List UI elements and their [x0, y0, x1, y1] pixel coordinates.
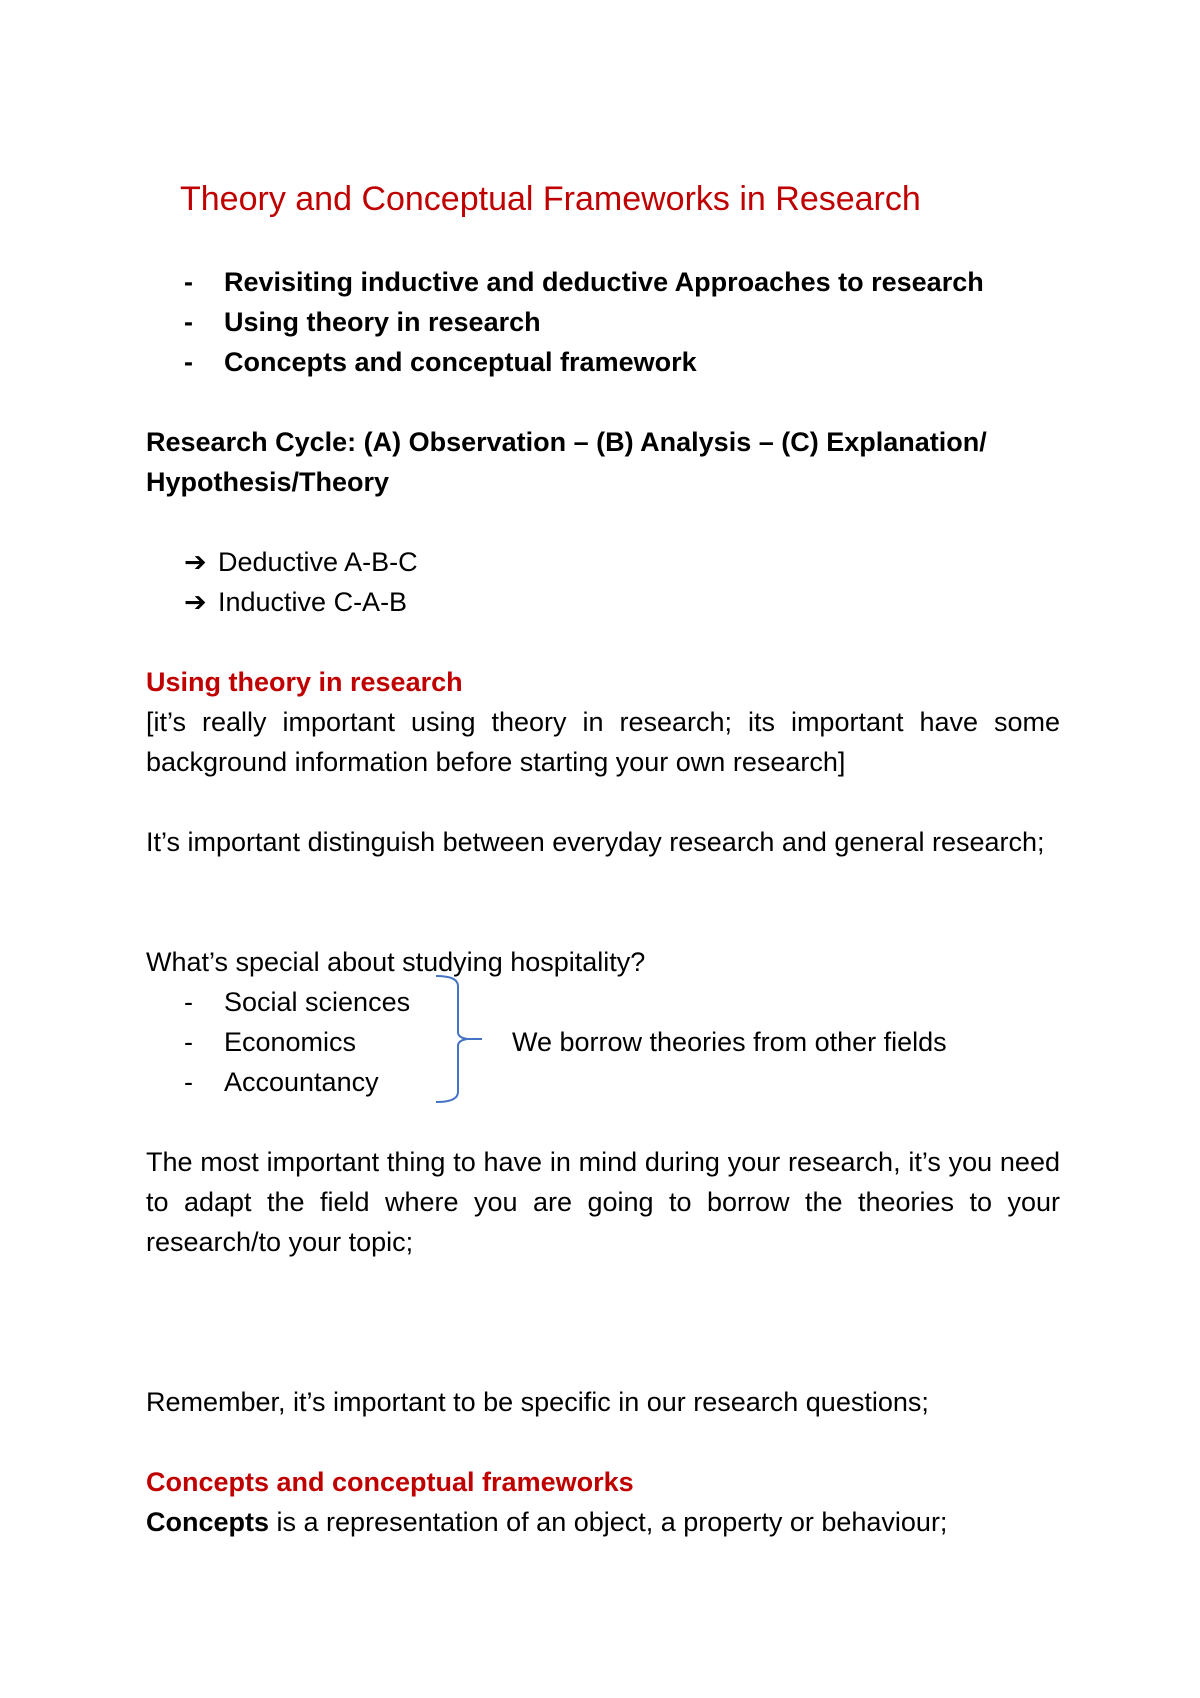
- arrow-right-icon: ➔: [184, 547, 207, 577]
- approach-text: Deductive A-B-C: [218, 547, 418, 577]
- arrow-right-icon: ➔: [184, 587, 207, 617]
- outline-item-text: Concepts and conceptual framework: [224, 347, 697, 377]
- field-list-item: [184, 982, 410, 1022]
- outline-item: [184, 342, 697, 382]
- outline-item: [184, 302, 541, 342]
- research-cycle-line2: Hypothesis/Theory: [146, 467, 390, 497]
- section-heading-concepts: Concepts and conceptual frameworks: [146, 1467, 634, 1497]
- right-brace-icon: [430, 974, 490, 1104]
- brace-annotation: We borrow theories from other fields: [512, 1027, 947, 1057]
- research-cycle-line1: Research Cycle: (A) Observation – (B) Analysis – (C) Explanation/: [146, 427, 987, 457]
- field-text: Accountancy: [224, 1067, 379, 1097]
- field-text: Social sciences: [224, 987, 411, 1017]
- theory-paragraph-1: [it’s really important using theory in research; its important have some background information before starting your own research]: [146, 707, 1060, 777]
- remember-note: Remember, it’s important to be specific in our research questions;: [146, 1387, 929, 1417]
- outline-item: [184, 262, 984, 302]
- bullet-dash: -: [184, 267, 193, 297]
- field-list-item: [184, 1022, 356, 1062]
- concepts-definition-text: is a representation of an object, a property or behaviour;: [269, 1507, 948, 1537]
- approach-item: [184, 582, 407, 622]
- page-title: Theory and Conceptual Frameworks in Research: [180, 180, 921, 218]
- bullet-dash: -: [184, 347, 193, 377]
- theory-paragraph-3: The most important thing to have in mind during your research, it’s you need to adapt the field where you are going to borrow the theories to your research/to your topic;: [146, 1147, 1060, 1257]
- bullet-dash: -: [184, 1027, 193, 1057]
- outline-item-text: Revisiting inductive and deductive Approaches to research: [224, 267, 984, 297]
- approach-text: Inductive C-A-B: [218, 587, 408, 617]
- field-list-item: [184, 1062, 379, 1102]
- concepts-definition: [146, 1502, 947, 1542]
- bullet-dash: -: [184, 987, 193, 1017]
- bullet-dash: -: [184, 307, 193, 337]
- theory-paragraph-2: It’s important distinguish between everyday research and general research;: [146, 827, 1045, 857]
- approach-item: [184, 542, 418, 582]
- outline-item-text: Using theory in research: [224, 307, 541, 337]
- hospitality-question: What’s special about studying hospitality?: [146, 947, 646, 977]
- section-heading-theory: Using theory in research: [146, 667, 463, 697]
- bullet-dash: -: [184, 1067, 193, 1097]
- field-text: Economics: [224, 1027, 357, 1057]
- concepts-term: Concepts: [146, 1507, 270, 1537]
